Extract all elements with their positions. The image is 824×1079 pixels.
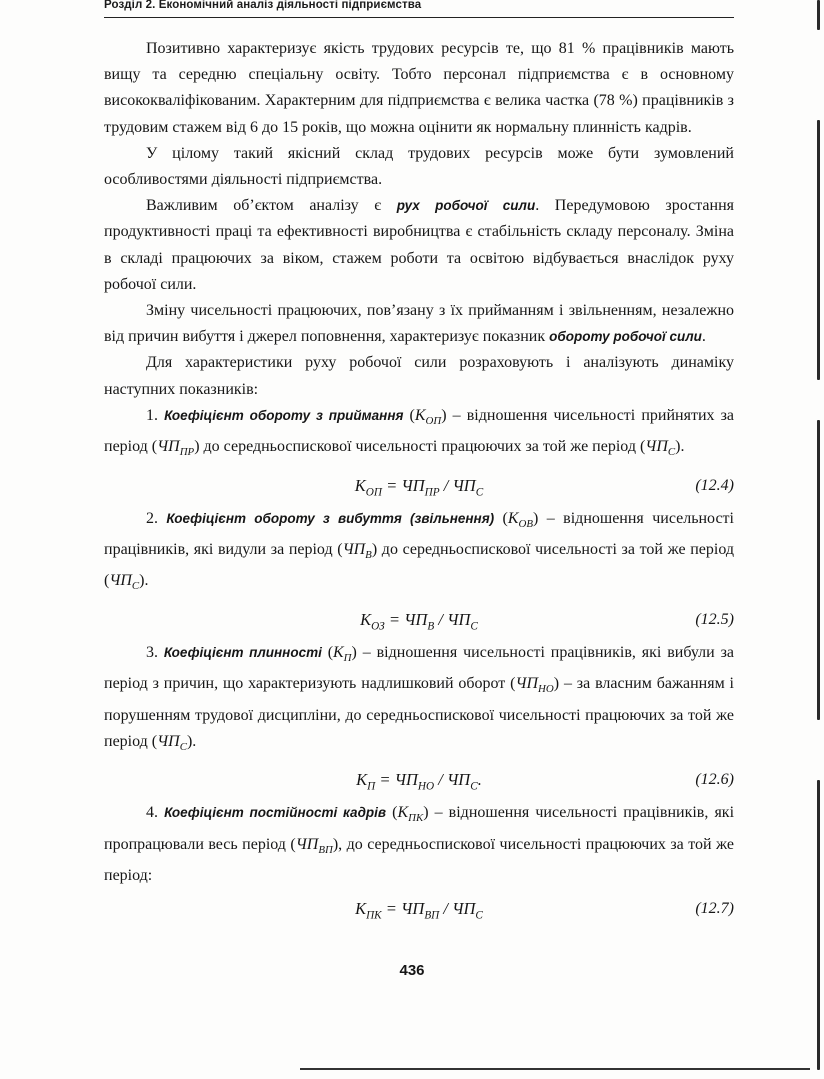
variable-subscript: С <box>131 580 140 593</box>
text-run: ) – за власним бажанням і порушенням трудової дисципліни, до середньоспискової чисельності працюючих за той же період ( <box>104 675 735 750</box>
text-run: ) до середньоспискової чисельності працюючих за той же період ( <box>194 438 646 456</box>
formula-number: (12.6) <box>695 771 734 789</box>
running-header <box>104 0 734 18</box>
text-run: ), до середньоспискової чисельності працюючих за той же період: <box>104 835 734 884</box>
variable-subscript: В <box>365 549 372 562</box>
symbol: К <box>414 406 426 424</box>
formula-number: (12.7) <box>695 900 734 918</box>
page-number: 436 <box>399 962 425 979</box>
text-run: ) до середньоспискової чисельності за той же період ( <box>104 541 735 590</box>
text-run: ). <box>139 572 149 590</box>
scan-bottom-rule <box>300 1068 810 1070</box>
indicator-definition-2: 2. Коефіцієнт обороту з вибуття (звільнення) $(К_{ОВ})$ – відношення чисельності працівників, які видули за період $(ЧП_В)$ до середньоспискової чисельності за той же період $(ЧП_С)$. <box>104 509 735 593</box>
formula-expression: $К_П = ЧП_{НО} / ЧП_С$. <box>356 770 482 793</box>
text-run: Зміну чисельності працюючих, пов’язану з їх прийманням і звільненням, незалежно від причин вибуття і джерел поповнення, характеризує показник <box>104 302 734 346</box>
variable-subscript: ВП <box>318 843 333 856</box>
text-run: Важливим об’єктом аналізу є <box>146 197 397 215</box>
paragraph-3 <box>104 193 734 298</box>
symbol: К <box>333 643 344 661</box>
text-run: ). <box>186 732 197 750</box>
paragraph-4 <box>104 298 734 350</box>
indicator-definition-3: 3. Коефіцієнт плинності $(К_П)$ – відношення чисельності працівників, які вибули за період з причин, що характеризують надлишковий оборот $(ЧП_{НО})$ – за власним бажанням і порушенням трудової дисципліни, до середньоспискової чисельності працюючих за той же період $(ЧП_С)$. <box>104 643 735 753</box>
symbol-subscript: ПК <box>408 812 424 825</box>
text-run: – відношення чисельності прийнятих за період ( <box>104 406 735 456</box>
formula-12-5 <box>104 600 734 640</box>
indicator-definition-4: 4. Коефіцієнт постійності кадрів $(К_{ПК})$ – відношення чисельності працівників, які пропрацювали весь період $(ЧП_{ВП})$, до середньоспискової чисельності працюючих за той же період: <box>104 804 735 884</box>
formula-expression: $К_{ОП} = ЧП_{ПР} / ЧП_С$ <box>354 475 484 498</box>
text-run: ). <box>675 438 685 456</box>
formula-number: (12.5) <box>695 610 734 628</box>
text-run: . <box>701 328 706 346</box>
indicator-definition-1: 1. Коефіцієнт обороту з приймання $(К_{ОП})$ – відношення чисельності прийнятих за період $(ЧП_{ПР})$ до середньоспискової чисельності працюючих за той же період $(ЧП_С)$. <box>104 406 735 459</box>
item-number: 2. <box>146 509 167 527</box>
formula-12-7 <box>104 889 734 929</box>
indicator-term: Коефіцієнт обороту з вибуття (звільнення) <box>166 510 495 526</box>
symbol-subscript: ОП <box>425 415 442 428</box>
scan-edge-mark <box>817 420 820 720</box>
formula-number: (12.4) <box>695 476 734 494</box>
paragraph-5: Для характеристики руху робочої сили розраховують і аналізують динаміку наступних показників: <box>104 354 734 398</box>
formula-12-4 <box>104 466 734 506</box>
variable-subscript: С <box>667 446 676 459</box>
indicator-term: Коефіцієнт обороту з приймання <box>164 407 404 423</box>
scan-edge-mark <box>817 0 820 30</box>
item-number: 1. <box>146 406 165 424</box>
variable: ЧП <box>109 572 132 590</box>
text-run: – відношення чисельності працівників, які пропрацювали весь період ( <box>104 804 735 853</box>
running-header-title: Розділ 2. Економічний аналіз діяльності підприємства <box>104 0 422 11</box>
indicator-term: Коефіцієнт постійності кадрів <box>164 805 387 821</box>
symbol-subscript: ОВ <box>518 517 534 530</box>
variable-subscript: НО <box>538 683 554 696</box>
symbol: К <box>397 804 409 822</box>
scan-edge-mark <box>817 780 820 1070</box>
page-body <box>104 36 734 929</box>
scan-edge-mark <box>817 120 820 380</box>
item-number: 3. <box>146 643 164 661</box>
variable-subscript: С <box>179 740 187 753</box>
symbol: К <box>507 509 519 527</box>
variable: ЧП <box>157 732 180 750</box>
text-run: – відношення чисельності працівників, які видули за період ( <box>104 509 734 559</box>
paragraph-1: Позитивно характеризує якість трудових ресурсів те, що 81 % працівників мають вищу та середню спеціальну освіту. Тобто персонал підприємства є в основному висококваліфікованим. Характерним для підприємства є велика частка (78 %) працівників з трудовим стажем від 6 до 15 років, що можна оцінити як нормальну плинність кадрів. <box>104 40 734 136</box>
indicator-term: Коефіцієнт плинності <box>163 644 322 660</box>
formula-expression: $К_{ПК} = ЧП_{ВП} / ЧП_С$ <box>355 899 483 922</box>
variable: ЧП <box>157 438 180 456</box>
term-emphasis: рух робочої сили <box>396 198 536 214</box>
formula-expression: $К_{ОЗ} = ЧП_В / ЧП_С$ <box>360 609 478 633</box>
item-number: 4. <box>146 804 165 822</box>
variable: ЧП <box>295 835 319 853</box>
symbol-subscript: П <box>343 651 352 664</box>
paragraph-2: У цілому такий якісний склад трудових ресурсів може бути зумовлений особливостями діяльності підприємства. <box>104 144 734 189</box>
text-run: . Передумовою зростання продуктивності праці та ефективності виробництва є стабільність складу персоналу. Зміна в складі працюючих за віком, стажем роботи та освітою відбувається внаслідок руху робочої сили. <box>104 197 734 293</box>
text-run: – відношення чисельності працівників, які вибули за період з причин, що характеризують надлишковий оборот ( <box>104 643 734 693</box>
variable: ЧП <box>342 541 366 559</box>
term-emphasis: обороту робочої сили <box>549 329 702 345</box>
variable: ЧП <box>645 438 668 456</box>
variable: ЧП <box>515 675 539 693</box>
formula-12-6 <box>104 760 734 800</box>
variable-subscript: ПР <box>179 446 195 459</box>
